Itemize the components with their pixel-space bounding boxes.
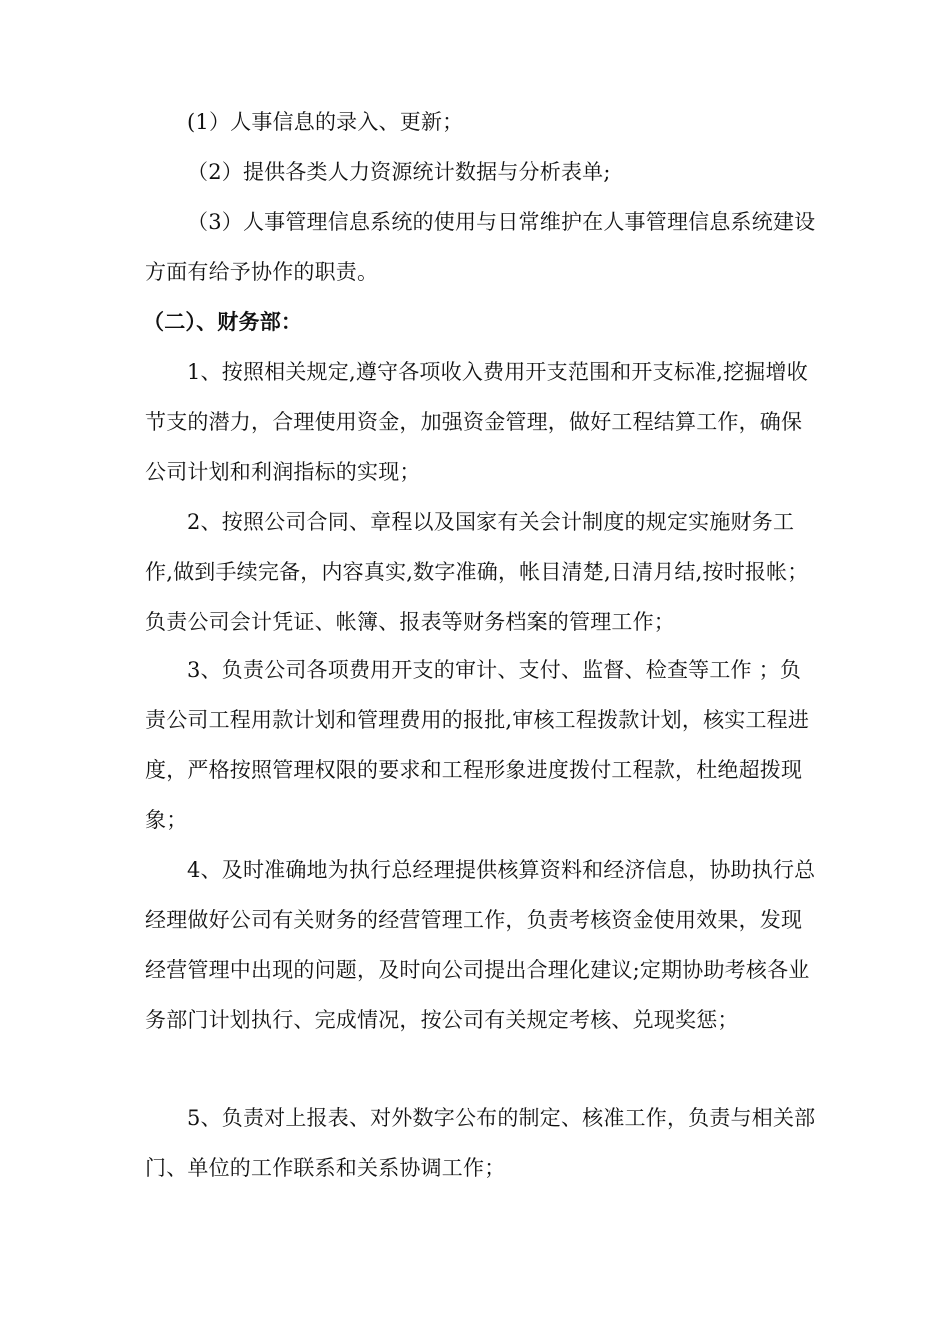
finance-item-3: 3、负责公司各项费用开支的审计、支付、监督、检查等工作 ；负责公司工程用款计划和管理费用的报批,审核工程拨款计划，核实工程进度，严格按照管理权限的要求和工程形象进度拨付工程款，杜绝超拨现象；: [145, 658, 810, 832]
finance-item-1: 1、按照相关规定,遵守各项收入费用开支范围和开支标准,挖掘增收节支的潜力，合理使用资金，加强资金管理，做好工程结算工作，确保公司计划和利润指标的实现；: [145, 360, 808, 484]
section-heading-finance: （二）、财务部：: [143, 309, 303, 334]
hr-item-2: （2）提供各类人力资源统计数据与分析表单;: [187, 160, 611, 184]
finance-item-4: 4、及时准确地为执行总经理提供核算资料和经济信息，协助执行总经理做好公司有关财务的经营管理工作，负责考核资金使用效果，发现经营管理中出现的问题，及时向公司提出合理化建议;定期协助考核各业务部门计划执行、完成情况，按公司有关规定考核、兑现奖惩；: [145, 858, 816, 1032]
finance-item-5: 5、负责对上报表、对外数字公布的制定、核准工作，负责与相关部门、单位的工作联系和关系协调工作；: [145, 1106, 816, 1180]
hr-item-1: (1）人事信息的录入、更新；: [187, 110, 464, 134]
hr-item-3: （3）人事管理信息系统的使用与日常维护在人事管理信息系统建设方面有给予协作的职责。: [145, 210, 816, 284]
finance-item-2: 2、按照公司合同、章程以及国家有关会计制度的规定实施财务工作,做到手续完备，内容真实,数字准确，帐目清楚,日清月结,按时报帐；负责公司会计凭证、帐簿、报表等财务档案的管理工作；: [145, 510, 809, 634]
